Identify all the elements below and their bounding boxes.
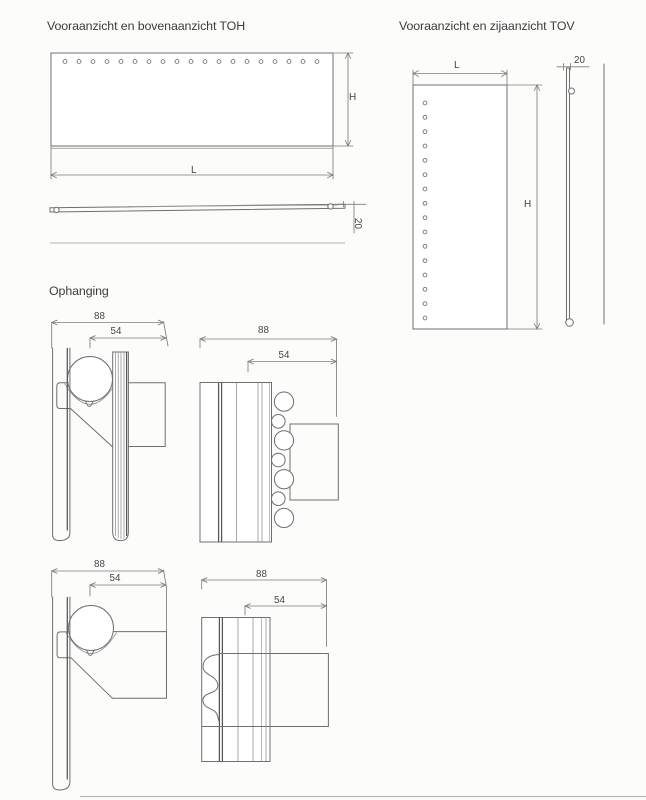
detail1-outer-dim-label: 88 xyxy=(94,310,105,322)
ophanging-title: Ophanging xyxy=(49,284,109,298)
detail3-tube-circle xyxy=(69,606,114,651)
tov-length-label: L xyxy=(454,59,460,71)
detail4-inner-dim-label: 54 xyxy=(274,594,285,606)
detail3-clip-tab xyxy=(57,632,71,658)
ophanging-detail-4 xyxy=(202,578,329,762)
toh-title: Vooraanzicht en bovenaanzicht TOH xyxy=(47,19,246,33)
toh-left-hook xyxy=(54,207,59,212)
tov-title: Vooraanzicht en zijaanzicht TOV xyxy=(399,19,575,33)
detail4-outer-dim-label: 88 xyxy=(256,568,267,580)
detail1-inner-dim-label: 54 xyxy=(110,326,122,337)
ophanging-detail-2 xyxy=(200,337,338,542)
detail1-tube-circle xyxy=(68,357,113,402)
ophanging-detail-1 xyxy=(52,320,168,540)
toh-front-view xyxy=(51,53,353,179)
tov-length-dimension xyxy=(413,70,507,84)
detail2-panel xyxy=(290,424,338,500)
tov-bottom-hook xyxy=(566,319,574,327)
detail3-inner-dim-label: 54 xyxy=(109,573,121,584)
toh-right-hook xyxy=(328,204,333,209)
detail3-outer-dim-label: 88 xyxy=(94,559,105,570)
ophanging-detail-3 xyxy=(52,569,167,790)
tov-top-hook xyxy=(569,88,575,94)
detail4-profile xyxy=(202,618,270,762)
toh-height-label: H xyxy=(349,91,357,103)
toh-length-label: L xyxy=(191,164,197,176)
toh-depth-label: 20 xyxy=(352,218,363,229)
detail2-inner-dim-label: 54 xyxy=(278,349,290,361)
tov-front-view xyxy=(413,70,542,329)
detail3-bracket xyxy=(112,632,166,699)
detail2-profile xyxy=(200,383,272,543)
detail2-outer-dim-label: 88 xyxy=(258,324,269,336)
tov-depth-label: 20 xyxy=(574,54,585,66)
tov-side-view xyxy=(557,64,604,327)
tov-height-label: H xyxy=(524,198,532,210)
toh-top-view xyxy=(50,202,366,244)
